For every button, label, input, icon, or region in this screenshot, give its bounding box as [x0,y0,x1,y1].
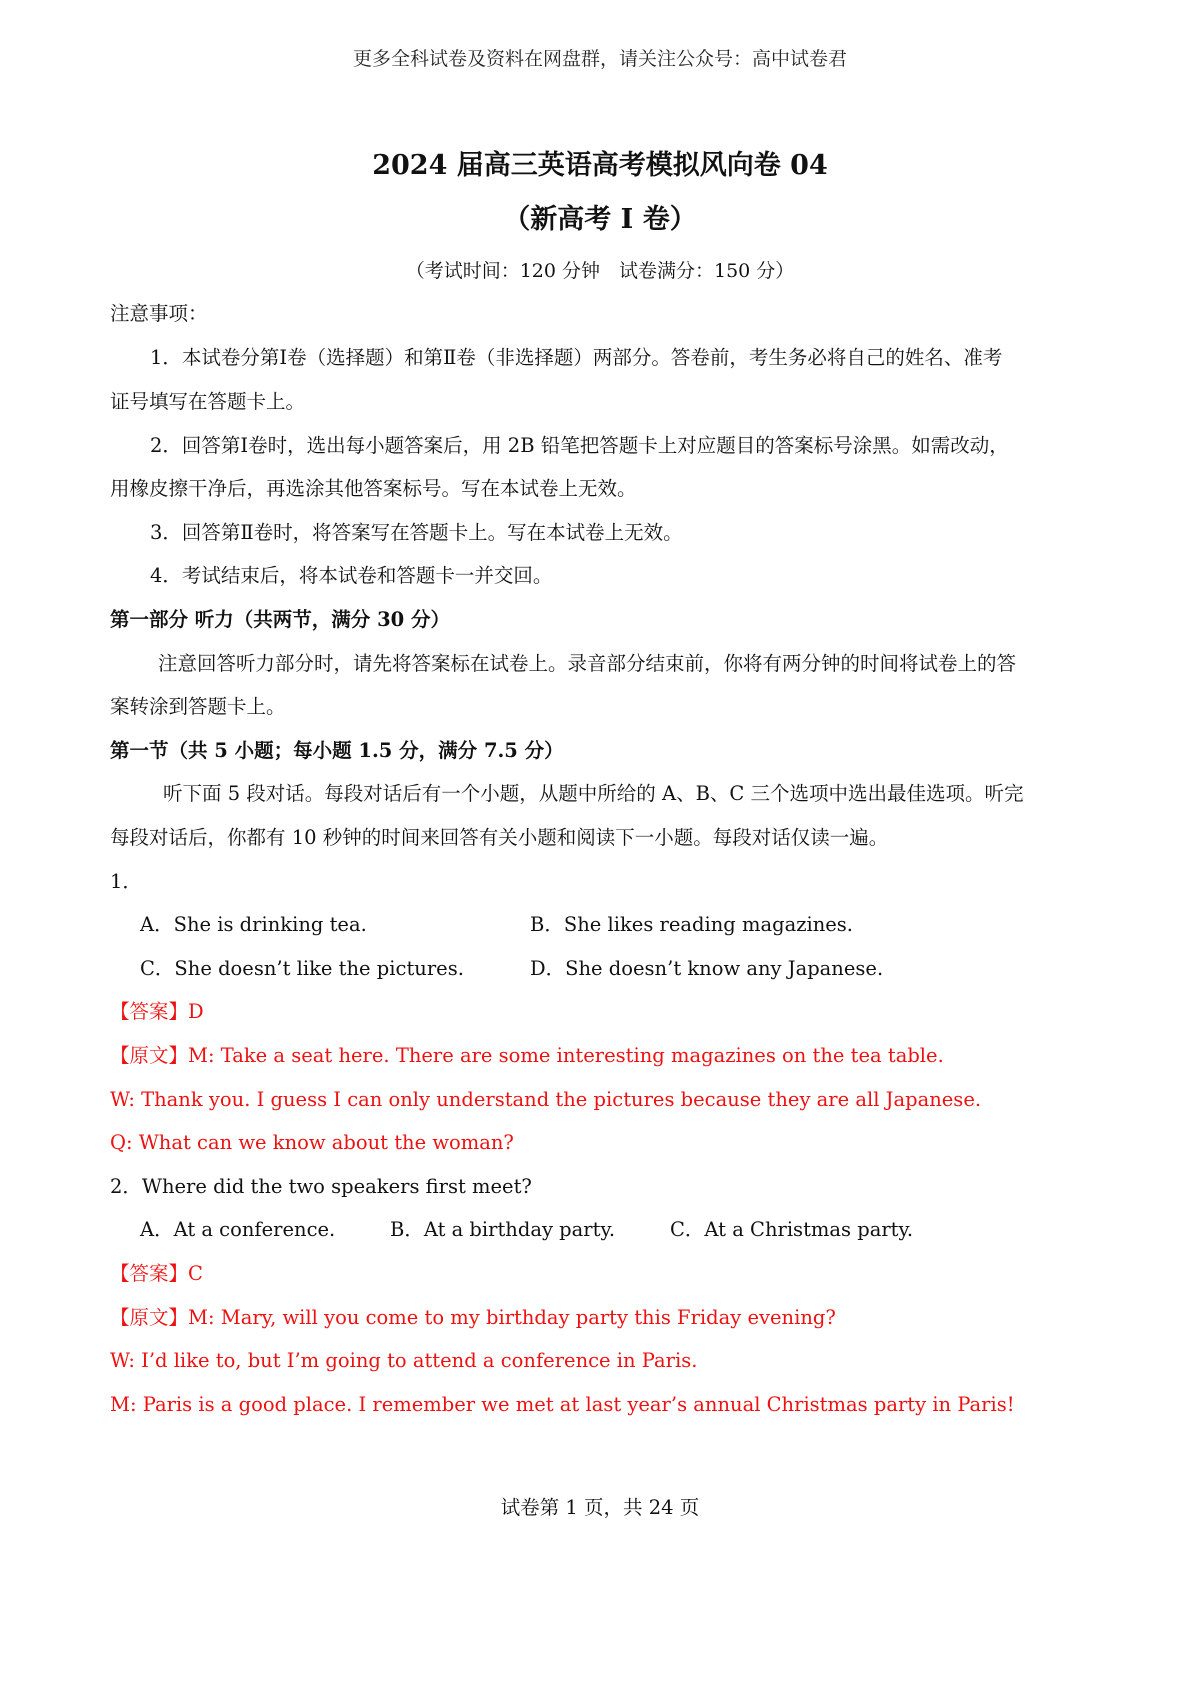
notice-item-4: 4．考试结束后，将本试卷和答题卡一并交回。 [150,564,553,587]
q2-transcript-line-2: W: I’d like to, but I’m going to attend a conference in Paris. [110,1349,698,1372]
q1-option-b: B．She likes reading magazines. [530,913,854,936]
part1-intro: 注意回答听力部分时，请先将答案标在试卷上。录音部分结束前，你将有两分钟的时间将试卷上的答 [158,652,1017,675]
page-footer: 试卷第 1 页，共 24 页 [500,1496,700,1519]
notice-item-3: 3．回答第Ⅱ卷时，将答案写在答题卡上。写在本试卷上无效。 [150,521,683,544]
notice-item-2: 2．回答第Ⅰ卷时，选出每小题答案后，用 2B 铅笔把答题卡上对应题目的答案标号涂黑。如需改动， [150,434,1009,457]
q2-question: 2．Where did the two speakers first meet? [110,1175,532,1198]
exam-title: 2024 届高三英语高考模拟风向卷 04 [372,150,828,181]
section1-intro-cont: 每段对话后，你都有 10 秒钟的时间来回答有关小题和阅读下一小题。每段对话仅读一遍。 [110,826,889,849]
section1-heading: 第一节（共 5 小题；每小题 1.5 分，满分 7.5 分） [110,739,564,762]
q2-transcript [110,1305,836,1331]
q1-transcript [110,1043,944,1069]
section1-intro: 听下面 5 段对话。每段对话后有一个小题，从题中所给的 A、B、C 三个选项中选出最佳选项。听完 [163,782,1024,805]
notice-item-1: 1．本试卷分第Ⅰ卷（选择题）和第Ⅱ卷（非选择题）两部分。答卷前，考生务必将自己的姓名、准考 [150,346,1003,369]
part1-intro-cont: 案转涂到答题卡上。 [110,695,286,718]
q2-option-c: C．At a Christmas party. [670,1218,914,1241]
exam-meta: （考试时间：120 分钟 试卷满分：150 分） [405,260,795,282]
exam-subtitle: （新高考 I 卷） [503,204,697,235]
q1-option-a: A．She is drinking tea. [140,913,367,936]
q1-transcript-line-2: W: Thank you. I guess I can only understand the pictures because they are all Japanese. [110,1088,982,1111]
q1-answer: 【答案】D [110,1000,204,1023]
q1-number: 1． [110,870,142,893]
q1-option-c: C．She doesn’t like the pictures. [140,957,464,980]
part1-heading: 第一部分 听力（共两节，满分 30 分） [110,608,451,631]
q1-transcript-line-1: M: Take a seat here. There are some interesting magazines on the tea table. [188,1044,944,1067]
q1-transcript-line-3: Q: What can we know about the woman? [110,1131,514,1154]
notice-heading: 注意事项： [110,302,208,325]
q2-answer: 【答案】C [110,1262,203,1285]
q2-option-b: B．At a birthday party. [390,1218,616,1241]
q2-option-a: A．At a conference. [140,1218,336,1241]
notice-item-1-cont: 证号填写在答题卡上。 [110,390,306,413]
q2-transcript-line-3: M: Paris is a good place. I remember we met at last year’s annual Christmas party in Paris! [110,1393,1015,1416]
q1-transcript-label: 【原文】 [110,1044,189,1067]
q2-transcript-label: 【原文】 [110,1306,189,1329]
q1-option-d: D．She doesn’t know any Japanese. [530,957,884,980]
q2-transcript-line-1: M: Mary, will you come to my birthday party this Friday evening? [188,1306,836,1329]
header-note: 更多全科试卷及资料在网盘群，请关注公众号：高中试卷君 [352,48,847,70]
notice-item-2-cont: 用橡皮擦干净后，再选涂其他答案标号。写在本试卷上无效。 [110,477,637,500]
